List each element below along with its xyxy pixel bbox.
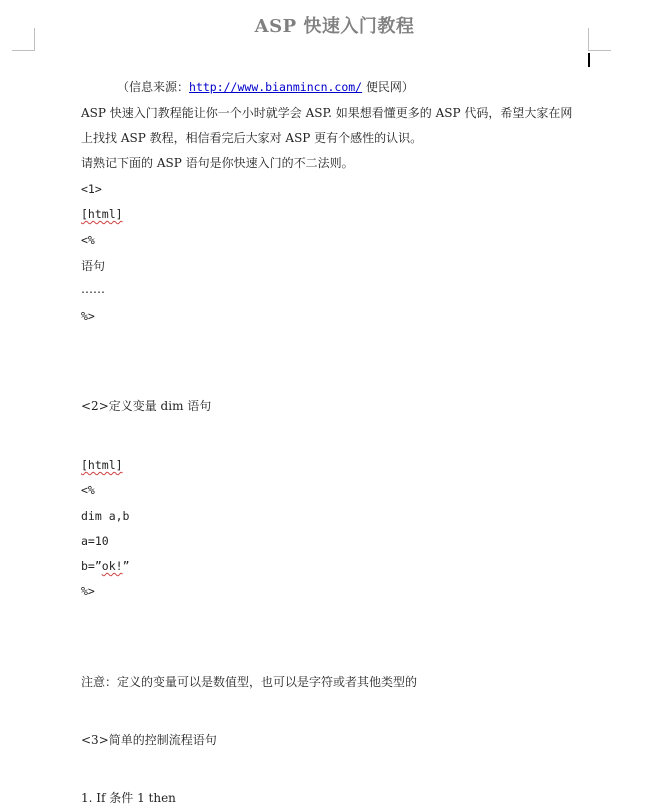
crop-mark-top-right [588,28,611,51]
section3-item1: 1. If 条件 1 then [81,791,176,805]
intro-line-1: ASP 快速入门教程能让你一个小时就学会 ASP. 如果想看懂更多的 ASP 代码，希望大家在网 [81,106,573,120]
source-link[interactable]: http://www.bianmincn.com/ [189,80,363,94]
section1-ellipsis: …… [81,282,105,296]
source-prefix: （信息来源： [117,80,190,94]
section1-open: <% [81,233,95,247]
section2-tag-text: [html] [81,458,123,472]
section3-heading: <3>简单的控制流程语句 [81,733,217,747]
assign-b-value: ok! [101,559,123,573]
intro-line-2: 上找找 ASP 教程，相信看完后大家对 ASP 更有个感性的认识。 [81,131,423,145]
source-line [117,79,414,95]
section2-assign-a: a=10 [81,534,109,548]
source-suffix: 便民网） [362,80,414,94]
text-cursor [588,53,590,67]
section2-open: <% [81,483,95,497]
document-title: ASP 快速入门教程 [254,16,415,37]
note-line: 注意：定义的变量可以是数值型，也可以是字符或者其他类型的 [81,675,418,689]
section2-close: %> [81,584,95,598]
rule-line: 请熟记下面的 ASP 语句是你快速入门的不二法则。 [81,156,354,170]
section2-assign-b [81,558,130,574]
crop-mark-top-left [12,28,35,51]
section2-heading: <2>定义变量 dim 语句 [81,399,212,413]
section1-tag-text: [html] [81,207,123,221]
assign-b-prefix: b=” [81,559,102,573]
section1-label: <1> [81,182,102,196]
section2-dim: dim a,b [81,509,130,523]
section1-stmt: 语句 [81,259,106,273]
section1-close: %> [81,309,95,323]
section1-tag [81,206,123,222]
assign-b-suffix: ” [122,559,130,573]
section2-tag [81,457,123,473]
